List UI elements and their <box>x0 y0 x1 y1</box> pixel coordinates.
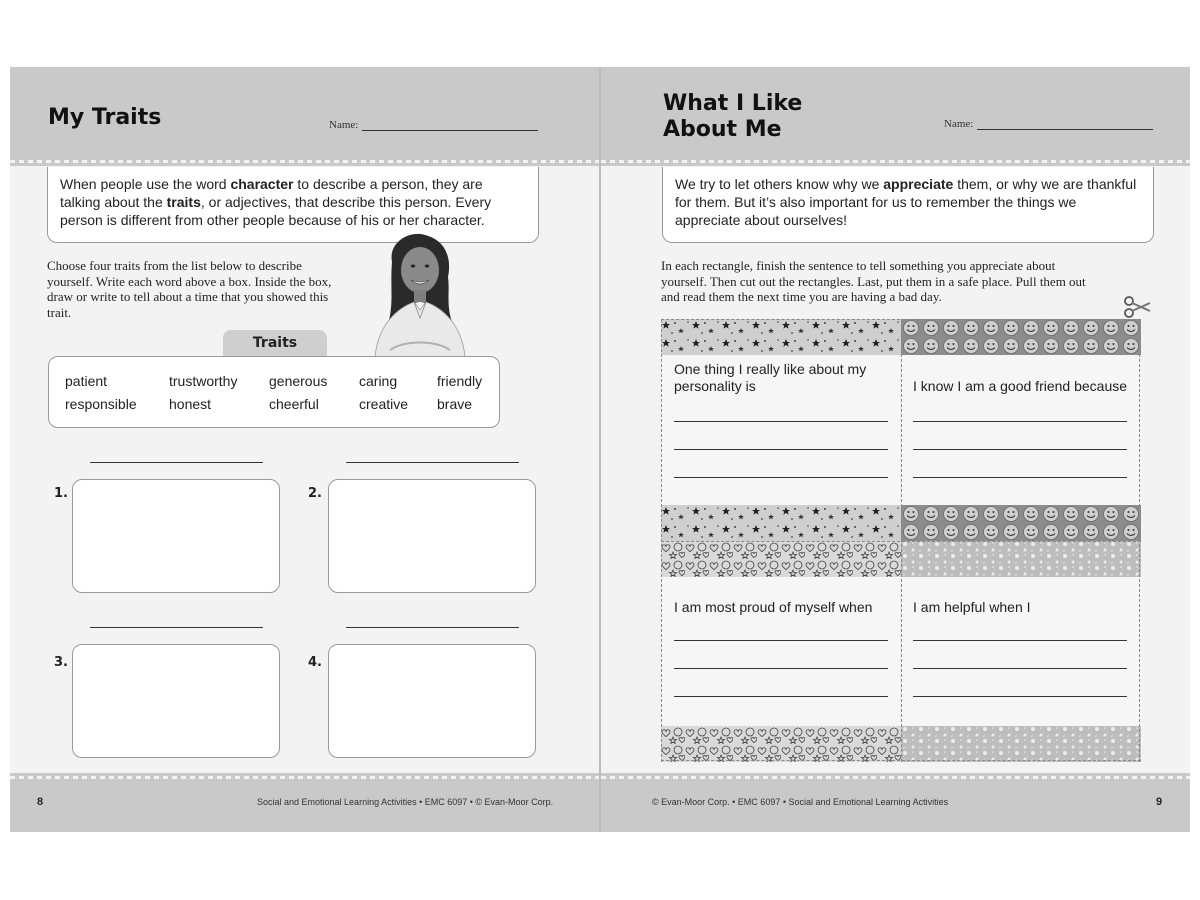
box-number: 4. <box>308 655 322 670</box>
box-number: 1. <box>54 486 68 501</box>
cut-out-cards <box>661 319 1141 762</box>
left-page-footer <box>10 782 599 832</box>
right-bottom-stripe <box>601 773 1190 782</box>
heart-pattern <box>661 726 901 762</box>
right-page-title <box>663 91 802 143</box>
trait-answer-line-2[interactable] <box>346 462 519 463</box>
trait-word: cheerful <box>269 396 319 412</box>
writing-line[interactable] <box>913 449 1127 450</box>
writing-line[interactable] <box>913 421 1127 422</box>
left-name-label: Name: <box>329 119 359 131</box>
traits-heading-tab: Traits <box>223 330 327 358</box>
right-title-line-1: What I Like <box>663 91 803 116</box>
writing-line[interactable] <box>674 668 888 669</box>
trait-word: trustworthy <box>169 373 238 389</box>
trait-word: responsible <box>65 396 137 412</box>
writing-line[interactable] <box>913 696 1127 697</box>
left-page <box>10 67 599 832</box>
left-instructions: Choose four traits from the list below to describe yourself. Write each word above a box. Inside the box, draw or write to tell about a time that you showed this trait. <box>47 258 332 320</box>
left-page-number: 8 <box>37 796 44 808</box>
trait-word: generous <box>269 373 328 389</box>
appreciation-card-3[interactable] <box>662 577 900 726</box>
writing-line[interactable] <box>913 668 1127 669</box>
trait-word: honest <box>169 396 212 412</box>
heart-pattern <box>661 541 901 577</box>
card-prompt: I know I am a good friend because <box>913 378 1128 394</box>
traits-word-bank <box>48 356 500 428</box>
left-intro-text-2: to describe a person, they are talking about the <box>60 176 483 210</box>
right-title-line-2: About Me <box>663 117 782 142</box>
box-number: 3. <box>54 655 68 670</box>
star-pattern <box>661 319 901 355</box>
card-prompt: I am helpful when I <box>913 599 1031 615</box>
trait-drawing-box-4[interactable] <box>328 644 536 758</box>
appreciation-card-4[interactable] <box>902 577 1140 726</box>
left-intro-text-1: When people use the word <box>60 176 231 192</box>
writing-line[interactable] <box>674 421 888 422</box>
left-top-stripe <box>10 157 599 166</box>
trait-answer-line-1[interactable] <box>90 462 263 463</box>
left-footer-text: Social and Emotional Learning Activities • EMC 6097 • © Evan-Moor Corp. <box>257 797 554 807</box>
right-footer-text: © Evan-Moor Corp. • EMC 6097 • Social and Emotional Learning Activities <box>652 797 949 807</box>
smiley-pattern <box>901 319 1141 355</box>
writing-line[interactable] <box>913 640 1127 641</box>
writing-line[interactable] <box>674 696 888 697</box>
right-intro-box <box>662 167 1154 243</box>
trait-answer-line-4[interactable] <box>346 627 519 628</box>
card-prompt: One thing I really like about my personality is <box>674 361 867 394</box>
trait-word: patient <box>65 373 108 389</box>
left-intro-bold-traits: traits <box>166 194 201 210</box>
right-intro-bold-appreciate: appreciate <box>883 176 954 192</box>
cut-line <box>661 760 1141 761</box>
cut-line <box>661 319 1141 320</box>
cut-line <box>661 541 1141 542</box>
card-prompt: I am most proud of myself when <box>674 599 873 615</box>
trait-word: creative <box>359 396 409 412</box>
box-number: 2. <box>308 486 322 501</box>
writing-line[interactable] <box>674 640 888 641</box>
right-intro-text-2: them, or why we are thankful for them. But it’s also important for us to remember the things we appreciate about ourselves! <box>675 176 1137 228</box>
left-name-line[interactable] <box>362 130 538 131</box>
left-intro-text-3: , or adjectives, that describe this person. Every person is different from other people because of his or her character. <box>60 194 492 228</box>
trait-answer-line-3[interactable] <box>90 627 263 628</box>
girl-photo <box>370 232 470 357</box>
trait-word: caring <box>359 373 398 389</box>
left-bottom-stripe <box>10 773 599 782</box>
trait-word: brave <box>437 396 473 412</box>
writing-line[interactable] <box>674 449 888 450</box>
right-top-stripe <box>601 157 1190 166</box>
appreciation-card-1[interactable] <box>662 355 900 505</box>
left-intro-bold-character: character <box>230 176 294 192</box>
right-name-label: Name: <box>944 118 974 130</box>
star-pattern <box>661 505 901 541</box>
trait-drawing-box-1[interactable] <box>72 479 280 593</box>
right-instructions: In each rectangle, finish the sentence to tell something you appreciate about yourself. Then cut out the rectangles. Last, put them in a safe place. Pull them out and read them the next time you are having a bad day. <box>661 258 1086 304</box>
writing-line[interactable] <box>913 477 1127 478</box>
trait-drawing-box-2[interactable] <box>328 479 536 593</box>
scissors-icon <box>1123 294 1151 320</box>
dot-pattern <box>901 726 1141 762</box>
smiley-pattern <box>901 505 1141 541</box>
right-page <box>601 67 1190 832</box>
right-page-footer <box>601 782 1190 832</box>
right-page-number: 9 <box>1156 796 1163 808</box>
right-intro-text-1: We try to let others know why we <box>675 176 884 192</box>
trait-word: friendly <box>437 373 483 389</box>
left-page-title: My Traits <box>48 105 162 130</box>
dot-pattern <box>901 541 1141 577</box>
appreciation-card-2[interactable] <box>902 355 1140 505</box>
writing-line[interactable] <box>674 477 888 478</box>
trait-drawing-box-3[interactable] <box>72 644 280 758</box>
right-name-line[interactable] <box>977 129 1153 130</box>
